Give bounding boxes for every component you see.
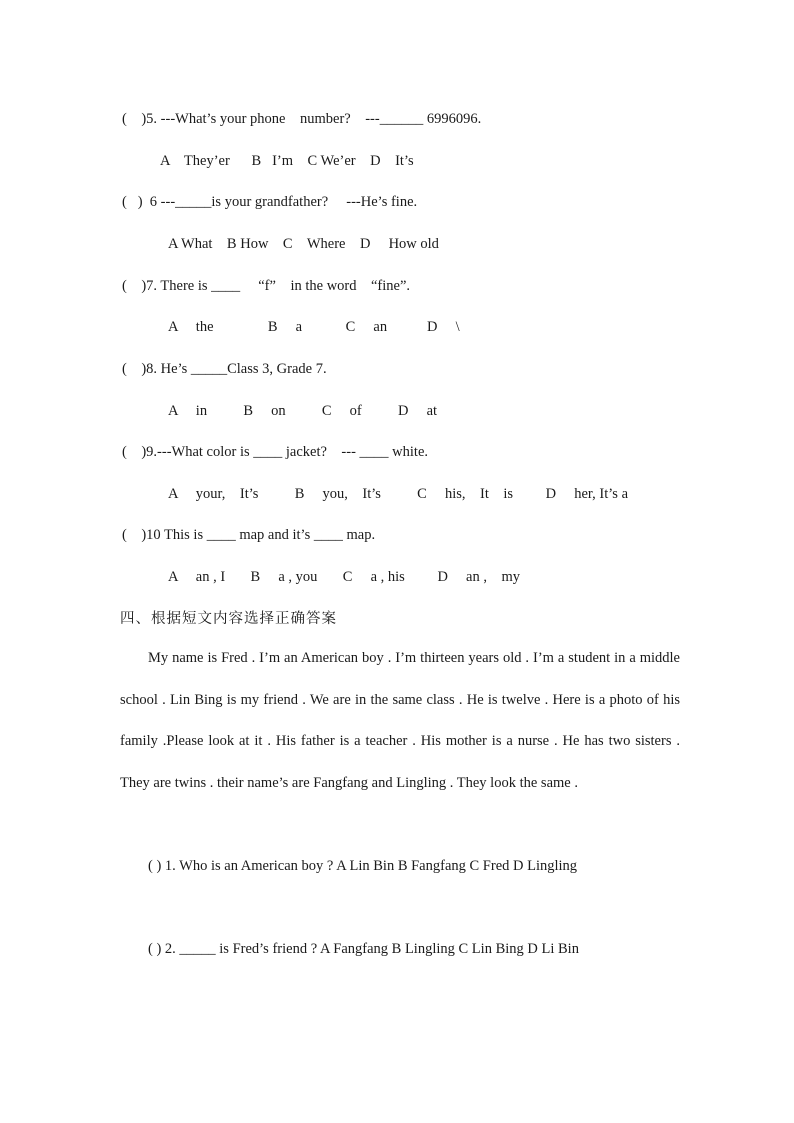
reading-passage: My name is Fred . I’m an American boy . I’m thirteen years old . I’m a student in a middle school . Lin Bing is my friend . We are in the same class . He is twelve . Here is a photo of his family .Please look at it . His father is a teacher . His mother is a nurse . He has two sisters . They are twins . their name’s are Fangfang and Lingling . They look the same . [120, 650, 680, 791]
reading-question-1: ( ) 1. Who is an American boy ? A Lin Bin B Fangfang C Fred D Lingling [148, 858, 578, 874]
question-9: ( )9.---What color is ____ jacket? --- ____ white. [122, 444, 429, 460]
question-6: ( ) 6 ---_____is your grandfather? ---He’s fine. [122, 194, 418, 210]
question-8: ( )8. He’s _____Class 3, Grade 7. [122, 361, 327, 377]
question-5-options: A They’er B I’m C We’er D It’s [160, 153, 414, 169]
question-10: ( )10 This is ____ map and it’s ____ map. [122, 527, 376, 543]
reading-question-2: ( ) 2. _____ is Fred’s friend ? A Fangfang B Lingling C Lin Bing D Li Bin [148, 941, 579, 957]
question-9-options: A your, It’s B you, It’s C his, It is D her, It’s a [168, 486, 629, 502]
question-6-options: A What B How C Where D How old [168, 236, 439, 252]
question-8-options: A in B on C of D at [168, 403, 438, 419]
question-10-options: A an , I B a , you C a , his D an , my [168, 569, 521, 585]
section-heading: 四、根据短文内容选择正确答案 [120, 611, 337, 627]
question-5: ( )5. ---What’s your phone number? ---______ 6996096. [122, 111, 482, 127]
question-7-options: A the B a C an D \ [168, 319, 460, 335]
question-7: ( )7. There is ____ “f” in the word “fine”. [122, 278, 411, 294]
